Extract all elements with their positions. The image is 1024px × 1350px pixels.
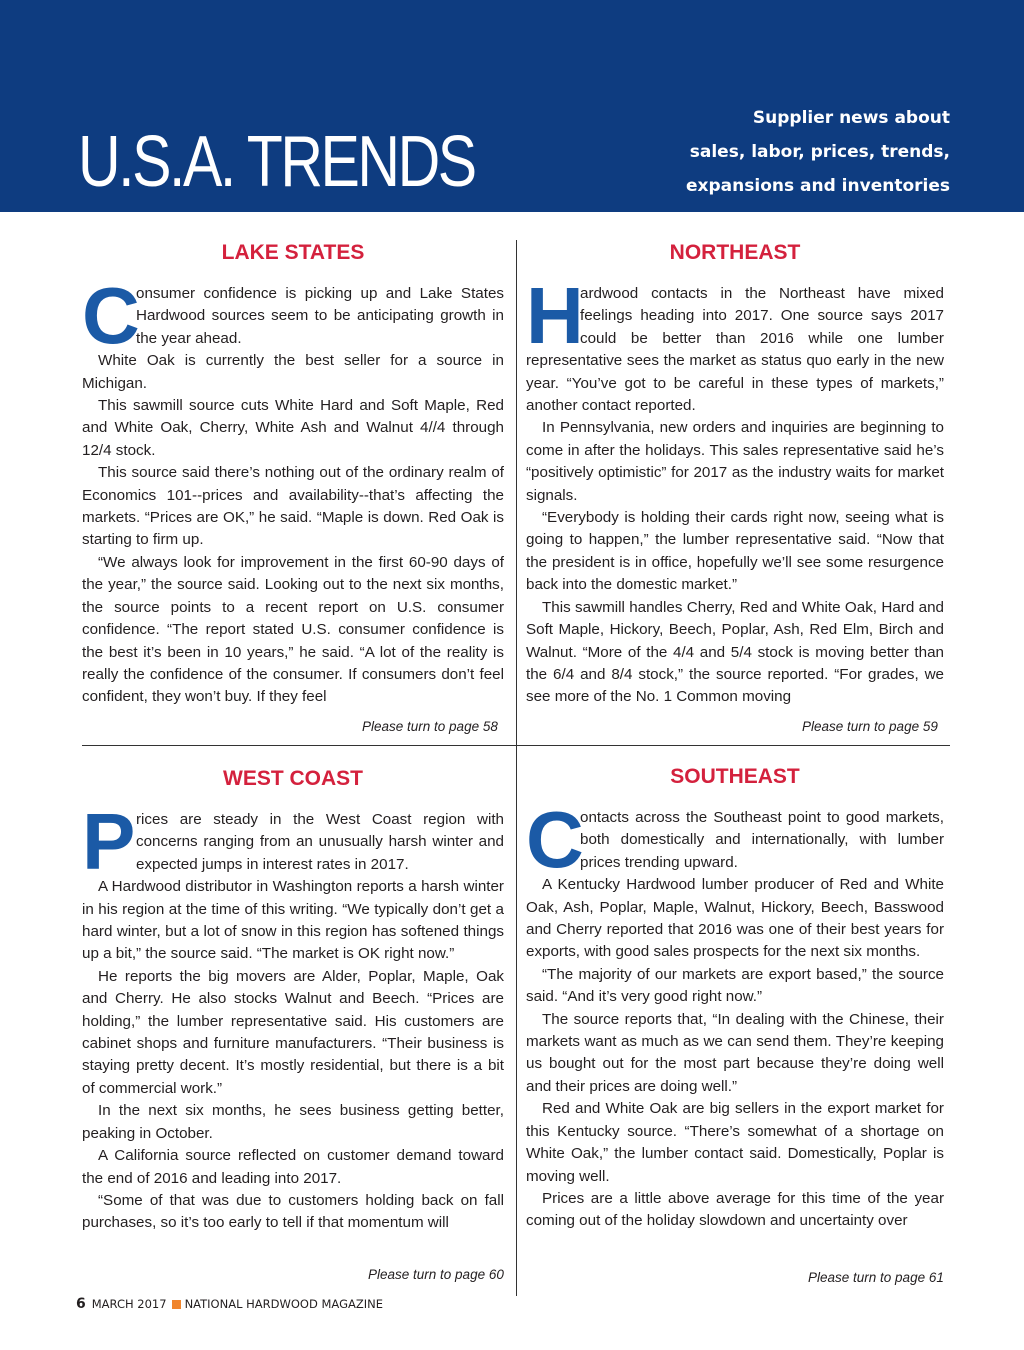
article-body <box>82 271 504 709</box>
tagline-line: expansions and inventories <box>686 176 950 196</box>
section-heading: LAKE STATES <box>221 241 365 264</box>
paragraph: Red and White Oak are big sellers in the export market for this Kentucky source. “There’s somewhat of a shortage on White Oak,” the lumber contact said. Domestically, Poplar is moving well. <box>526 1100 944 1185</box>
paragraph: White Oak is currently the best seller for a source in Michigan. <box>82 352 504 392</box>
paragraph: In Pennsylvania, new orders and inquiries are beginning to come in after the holidays. This sales representative said he’s “positively optimistic” for 2017 as the industry waits for market signals. <box>526 419 944 504</box>
drop-cap: C <box>82 271 140 360</box>
paragraph: ontacts across the Southeast point to good markets, both domestically and internationally, with lumber prices trending upward. <box>580 809 944 871</box>
paragraph: onsumer confidence is picking up and Lake States Hardwood sources seem to be anticipating growth in the year ahead. <box>136 285 504 347</box>
section-heading: WEST COAST <box>223 767 363 790</box>
section-southeast <box>526 764 944 1233</box>
article-body <box>82 797 504 1235</box>
publication-name: NATIONAL HARDWOOD MAGAZINE <box>184 1297 383 1311</box>
tagline-line: Supplier news about <box>752 108 950 128</box>
section-heading: SOUTHEAST <box>670 765 800 788</box>
paragraph: The source reports that, “In dealing with the Chinese, their markets want as much as we can send them. They’re keeping us bought out for the most part because they’re doing well and their prices are doing well.” <box>526 1010 944 1095</box>
turn-to-page-link[interactable]: Please turn to page 59 <box>802 719 938 734</box>
page-title: U.S.A. TRENDS <box>78 122 475 202</box>
paragraph: ardwood contacts in the Northeast have mixed feelings heading into 2017. One source says 2017 could be better than 2016 while one lumber representative sees the market as status quo early in the new year. “You’ve got to be careful in these types of markets,” another contact reported. <box>526 285 944 415</box>
turn-to-page-link[interactable]: Please turn to page 61 <box>808 1270 944 1285</box>
paragraph: Prices are a little above average for this time of the year coming out of the holiday slowdown and uncertainty over <box>526 1189 944 1230</box>
paragraph: A Kentucky Hardwood lumber producer of Red and White Oak, Ash, Poplar, Maple, Walnut, Hickory, Beech, Basswood and Cherry reported that 2016 was one of their best years for exports, with good sales prospects for the next six months. <box>526 876 944 961</box>
orange-square-icon <box>172 1300 181 1309</box>
column-divider <box>516 746 517 1296</box>
paragraph: rices are steady in the West Coast region with concerns ranging from an unusually harsh winter and expected jumps in interest rates in 2017. <box>136 811 504 873</box>
section-heading: NORTHEAST <box>669 241 801 264</box>
section-lake-states <box>82 240 504 709</box>
paragraph: A Hardwood distributor in Washington reports a harsh winter in his region at the time of this writing. “We typically don’t get a hard winter, but a lot of snow in this region has softened things up a bit,” the source said. “The market is OK right now.” <box>82 878 504 963</box>
page-number: 6 <box>76 1296 86 1312</box>
tagline-line: sales, labor, prices, trends, <box>689 142 950 162</box>
turn-to-page-link[interactable]: Please turn to page 58 <box>362 719 498 734</box>
paragraph: He reports the big movers are Alder, Poplar, Maple, Oak and Cherry. He also stocks Walnut and Beech. “Prices are holding,” the lumber representative said. His customers are cabinet shops and furniture manufacturers. “Their business is staying pretty decent. It’s mostly residential, but there is a bit of commercial work.” <box>82 967 504 1097</box>
drop-cap: C <box>526 795 584 884</box>
header-tagline <box>590 101 950 203</box>
drop-cap: H <box>526 271 584 360</box>
paragraph: This sawmill source cuts White Hard and Soft Maple, Red and White Oak, Cherry, White Ash and Walnut 4//4 through 12/4 stock. <box>82 397 504 459</box>
section-west-coast <box>82 766 504 1235</box>
paragraph: This source said there’s nothing out of the ordinary realm of Economics 101--prices and availability--that’s affecting the markets. “Prices are OK,” he said. “Maple is down. Red Oak is starting to firm up. <box>82 464 504 549</box>
paragraph: This sawmill handles Cherry, Red and White Oak, Hard and Soft Maple, Hickory, Beech, Poplar, Ash, Red Elm, Birch and Walnut. “More of the 4/4 and 5/4 stock is moving better than the 6/4 and 8/4 stock,” the source reported. “For grades, we see more of the No. 1 Common moving <box>526 598 944 706</box>
column-divider <box>516 240 517 745</box>
header-banner <box>0 0 1024 212</box>
paragraph: “The majority of our markets are export based,” the source said. “And it’s very good right now.” <box>526 965 944 1006</box>
paragraph: A California source reflected on customer demand toward the end of 2016 and leading into 2017. <box>82 1147 504 1187</box>
paragraph: “We always look for improvement in the first 60-90 days of the year,” the source said. Looking out to the next six months, the source points to a recent report on U.S. consumer confidence. “The report stated U.S. consumer confidence is the best it’s been in 10 years,” he said. “A lot of the reality is really the confidence of the consumer. If consumers don’t feel confident, they won’t buy. If they feel <box>82 553 504 706</box>
section-northeast <box>526 240 944 709</box>
article-body <box>526 795 944 1233</box>
drop-cap: P <box>82 797 136 886</box>
paragraph: In the next six months, he sees business getting better, peaking in October. <box>82 1102 504 1142</box>
paragraph: “Some of that was due to customers holding back on fall purchases, so it’s too early to tell if that momentum will <box>82 1191 504 1232</box>
issue-date: MARCH 2017 <box>91 1297 167 1311</box>
article-body <box>526 271 944 709</box>
turn-to-page-link[interactable]: Please turn to page 60 <box>368 1267 504 1282</box>
page-footer <box>76 1296 383 1312</box>
paragraph: “Everybody is holding their cards right now, seeing what is going to happen,” the lumber representative said. “Now that the president is in office, hopefully we’ll see some resurgence back into the domestic market.” <box>526 509 944 594</box>
